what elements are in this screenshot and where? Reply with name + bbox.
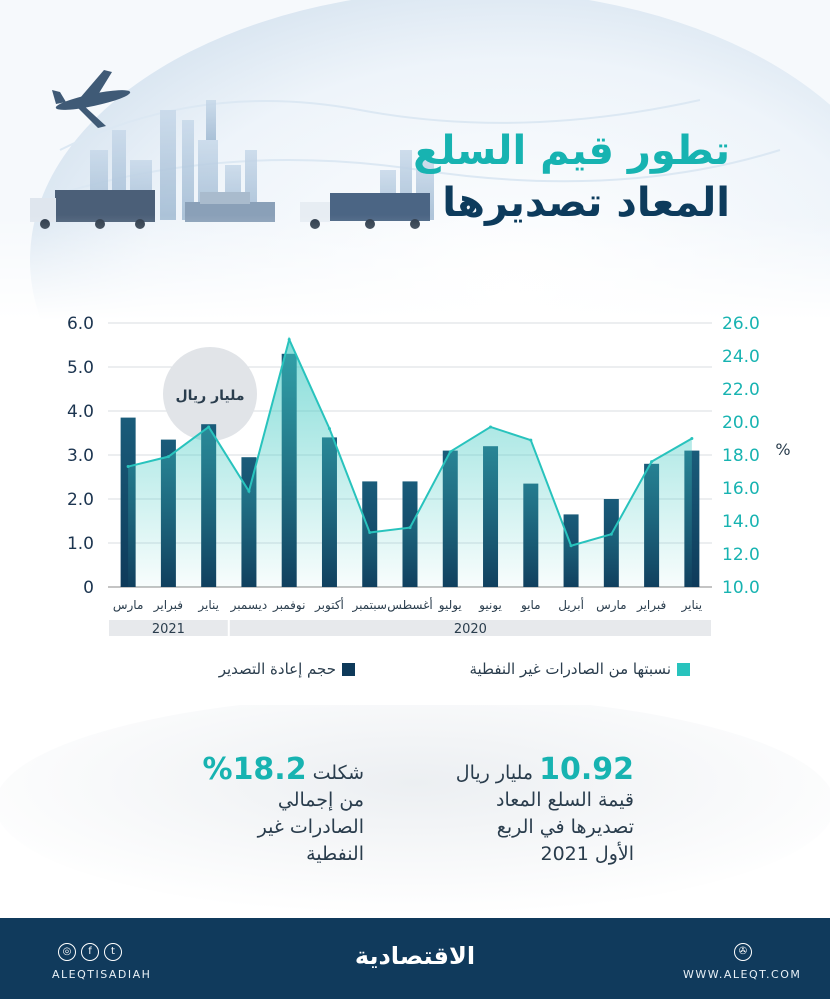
logo: الاقتصادية <box>354 942 476 970</box>
legend-line-swatch <box>677 663 690 676</box>
x-tick-label: أغسطس <box>387 598 433 612</box>
facebook-icon[interactable]: f <box>81 943 99 961</box>
social-handle[interactable]: ALEQTISADIAH <box>52 968 152 981</box>
y-left-tick: 3.0 <box>66 446 94 466</box>
stat-right-value: 10.92 <box>539 752 634 787</box>
line-point <box>409 526 412 529</box>
x-tick-label: نوفمبر <box>272 598 306 612</box>
y-right-tick: 14.0 <box>722 512 760 532</box>
x-tick-label: يوليو <box>438 598 462 612</box>
stat-left-line2: من إجمالي <box>277 789 364 811</box>
y-left-tick: 6.0 <box>66 314 94 334</box>
line-point <box>167 455 170 458</box>
stat-left-prefix: شكلت <box>312 762 364 784</box>
website-link[interactable]: WWW.ALEQT.COM <box>683 968 802 981</box>
stat-left <box>74 752 364 868</box>
chart <box>0 300 830 645</box>
y-left-tick: 5.0 <box>66 358 94 378</box>
stat-right-line2: قيمة السلع المعاد <box>496 789 634 811</box>
y-right-tick: 18.0 <box>722 446 760 466</box>
stat-left-line4: النفطية <box>306 843 364 865</box>
title-line-1: تطور قيم السلع <box>413 128 730 174</box>
y-left-tick: 4.0 <box>66 402 94 422</box>
legend-line <box>469 660 690 678</box>
y-right-tick: 24.0 <box>722 347 760 367</box>
y-left-tick: 2.0 <box>66 490 94 510</box>
year-label: 2020 <box>453 622 487 637</box>
stat-right <box>344 752 634 868</box>
y-right-tick: 22.0 <box>722 380 760 400</box>
line-point <box>207 425 210 428</box>
footer <box>0 918 830 999</box>
year-label: 2021 <box>151 622 185 637</box>
line-point <box>610 533 613 536</box>
stat-left-value: 18.2% <box>202 752 307 787</box>
line-point <box>690 437 693 440</box>
legend-bar <box>219 660 355 678</box>
stat-right-suffix: مليار ريال <box>455 762 534 784</box>
line-point <box>570 544 573 547</box>
line-point <box>489 425 492 428</box>
x-tick-label: سبتمبر <box>352 598 387 612</box>
unit-badge: مليار ريال <box>175 388 245 404</box>
y-right-tick: 20.0 <box>722 413 760 433</box>
instagram-icon[interactable]: ◎ <box>58 943 76 961</box>
y-left-tick: 1.0 <box>66 534 94 554</box>
x-tick-label: أبريل <box>558 598 584 612</box>
line-point <box>247 490 250 493</box>
globe-icon: ✇ <box>734 943 752 961</box>
line-point <box>127 465 130 468</box>
x-tick-label: ديسمبر <box>230 598 268 612</box>
legend-bar-label: حجم إعادة التصدير <box>218 660 336 678</box>
x-tick-label: فبراير <box>153 598 184 612</box>
legend-bar-swatch <box>342 663 355 676</box>
y-left-tick: 0 <box>83 578 94 598</box>
twitter-icon[interactable]: t <box>104 943 122 961</box>
stat-right-line3: تصديرها في الربع <box>496 816 634 838</box>
x-tick-label: أكتوبر <box>315 598 344 612</box>
x-tick-label: يناير <box>681 598 703 612</box>
line-point <box>449 450 452 453</box>
line-point <box>368 531 371 534</box>
x-tick-label: مارس <box>596 598 627 612</box>
legend-line-label: نسبتها من الصادرات غير النفطية <box>469 660 671 678</box>
title-line-2: المعاد تصديرها <box>442 180 730 226</box>
x-tick-label: مارس <box>112 598 144 612</box>
percent-symbol: % <box>775 440 791 459</box>
x-tick-label: يونيو <box>479 598 502 612</box>
line-point <box>650 460 653 463</box>
y-right-tick: 16.0 <box>722 479 760 499</box>
y-right-tick: 12.0 <box>722 545 760 565</box>
x-tick-label: يناير <box>198 598 219 612</box>
stat-left-line3: الصادرات غير <box>257 816 364 838</box>
x-tick-label: مايو <box>520 598 541 612</box>
y-right-tick: 10.0 <box>722 578 760 598</box>
line-point <box>529 439 532 442</box>
line-point <box>288 338 291 341</box>
x-tick-label: فبراير <box>636 598 667 612</box>
y-right-tick: 26.0 <box>722 314 760 334</box>
line-point <box>328 427 331 430</box>
stat-right-line4: الأول 2021 <box>540 843 634 865</box>
